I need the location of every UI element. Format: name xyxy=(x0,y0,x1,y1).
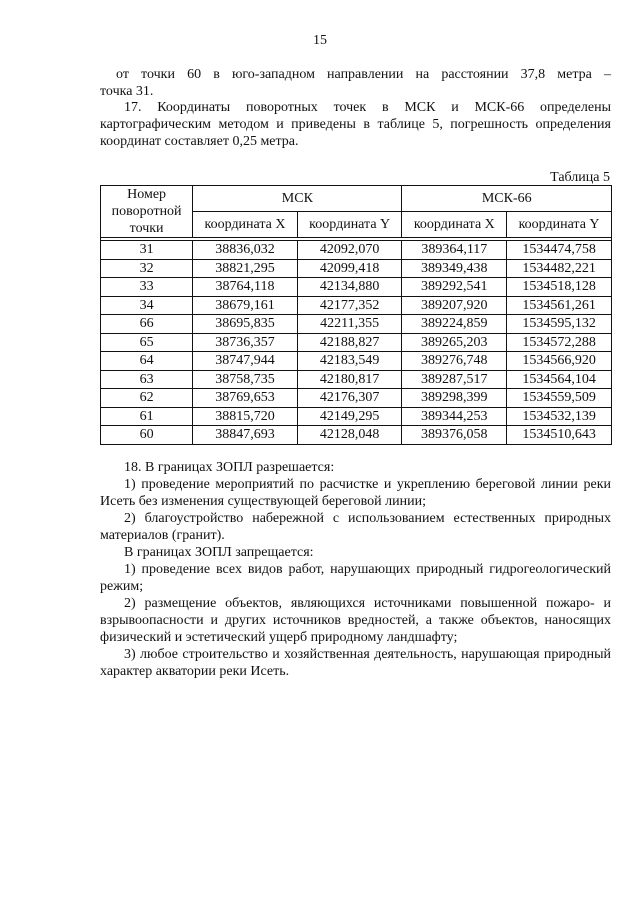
table-row xyxy=(101,278,612,297)
header-point-line-1: Номер xyxy=(127,187,167,202)
table-cell: 38764,118 xyxy=(193,278,298,297)
table-cell: 33 xyxy=(101,278,193,297)
table-cell: 42099,418 xyxy=(297,259,402,278)
allowed-title: 18. В границах ЗОПЛ разрешается: xyxy=(124,460,335,475)
table-caption: Таблица 5 xyxy=(550,170,610,185)
table-cell: 42180,817 xyxy=(297,370,402,389)
allowed-item-2: 2) благоустройство набережной с использованием естественных природных материалов (гранит). xyxy=(100,511,611,543)
table-cell: 42149,295 xyxy=(297,407,402,426)
table-cell: 64 xyxy=(101,352,193,371)
header-point-line-3: точки xyxy=(129,221,164,236)
table-cell: 389298,399 xyxy=(402,389,507,408)
header-msk66-x: координата X xyxy=(402,212,507,238)
header-point-number xyxy=(101,186,193,238)
table-cell: 1534559,509 xyxy=(507,389,612,408)
table-cell: 66 xyxy=(101,315,193,334)
section-18 xyxy=(100,459,611,680)
table-cell: 389207,920 xyxy=(402,296,507,315)
table-cell: 42092,070 xyxy=(297,241,402,260)
table-cell: 34 xyxy=(101,296,193,315)
header-msk-x: координата X xyxy=(193,212,298,238)
table-cell: 42183,549 xyxy=(297,352,402,371)
table-cell: 42176,307 xyxy=(297,389,402,408)
item-17 xyxy=(100,99,611,150)
table-cell: 389287,517 xyxy=(402,370,507,389)
item-17-text: 17. Координаты поворотных точек в МСК и МСК-66 определены картографическим методом и приведены в таблице 5, погрешность определения координат составляет 0,25 метра. xyxy=(100,100,611,149)
table-cell: 38736,357 xyxy=(193,333,298,352)
header-msk: МСК xyxy=(193,186,402,212)
table-cell: 42134,880 xyxy=(297,278,402,297)
table-cell: 38758,735 xyxy=(193,370,298,389)
table-cell: 1534595,132 xyxy=(507,315,612,334)
table-cell: 61 xyxy=(101,407,193,426)
table-cell: 38815,720 xyxy=(193,407,298,426)
table-cell: 38836,032 xyxy=(193,241,298,260)
table-cell: 38747,944 xyxy=(193,352,298,371)
table-row xyxy=(101,370,612,389)
table-cell: 31 xyxy=(101,241,193,260)
table-cell: 65 xyxy=(101,333,193,352)
table-cell: 389276,748 xyxy=(402,352,507,371)
table-cell: 63 xyxy=(101,370,193,389)
table-cell: 62 xyxy=(101,389,193,408)
table-cell: 1534564,104 xyxy=(507,370,612,389)
header-msk66: МСК-66 xyxy=(402,186,612,212)
table-cell: 1534518,128 xyxy=(507,278,612,297)
coordinates-table xyxy=(100,185,612,445)
page-number: 15 xyxy=(313,33,327,48)
table-cell: 389224,859 xyxy=(402,315,507,334)
forbidden-title: В границах ЗОПЛ запрещается: xyxy=(124,545,314,560)
table-cell: 389349,438 xyxy=(402,259,507,278)
table-cell: 1534532,139 xyxy=(507,407,612,426)
header-msk-y: координата Y xyxy=(297,212,402,238)
table-cell: 1534572,288 xyxy=(507,333,612,352)
table-row xyxy=(101,352,612,371)
table-cell: 1534566,920 xyxy=(507,352,612,371)
table-cell: 42128,048 xyxy=(297,426,402,445)
table-cell: 38769,653 xyxy=(193,389,298,408)
table-cell: 1534561,261 xyxy=(507,296,612,315)
table-body xyxy=(101,241,612,445)
table-cell: 32 xyxy=(101,259,193,278)
header-point-line-2: поворотной xyxy=(111,204,182,219)
table-row xyxy=(101,426,612,445)
forbidden-item-3: 3) любое строительство и хозяйственная деятельность, нарушающая природный характер акватории реки Исеть. xyxy=(100,647,611,679)
table-row xyxy=(101,315,612,334)
table-cell: 389292,541 xyxy=(402,278,507,297)
table-cell: 389344,253 xyxy=(402,407,507,426)
table-cell: 42211,355 xyxy=(297,315,402,334)
table-cell: 42177,352 xyxy=(297,296,402,315)
intro-line-2: точка 31. xyxy=(100,84,154,99)
table-row xyxy=(101,296,612,315)
table-row xyxy=(101,389,612,408)
forbidden-item-2: 2) размещение объектов, являющихся источниками повышенной пожаро- и взрывоопасности и других источников вредностей, а также объектов, наносящих физический и эстетический ущерб природному ландшафту; xyxy=(100,596,611,645)
intro-cont xyxy=(100,83,611,100)
table-cell: 38695,835 xyxy=(193,315,298,334)
table-cell: 38679,161 xyxy=(193,296,298,315)
intro-line-1: от точки 60 в юго-западном направлении на расстоянии 37,8 метра – xyxy=(116,67,611,82)
table-cell: 389376,058 xyxy=(402,426,507,445)
table-cell: 389265,203 xyxy=(402,333,507,352)
table-cell: 38821,295 xyxy=(193,259,298,278)
allowed-item-1: 1) проведение мероприятий по расчистке и укреплению береговой линии реки Исеть без изменения существующей береговой линии; xyxy=(100,477,611,509)
table-row xyxy=(101,407,612,426)
forbidden-item-1: 1) проведение всех видов работ, нарушающих природный гидрогеологический режим; xyxy=(100,562,611,594)
table-cell: 42188,827 xyxy=(297,333,402,352)
table-cell: 60 xyxy=(101,426,193,445)
table-cell: 1534474,758 xyxy=(507,241,612,260)
table-row xyxy=(101,333,612,352)
intro-text xyxy=(116,66,611,83)
table-cell: 1534510,643 xyxy=(507,426,612,445)
table-row xyxy=(101,241,612,260)
table-row xyxy=(101,259,612,278)
header-msk66-y: координата Y xyxy=(507,212,612,238)
table-cell: 38847,693 xyxy=(193,426,298,445)
table-cell: 1534482,221 xyxy=(507,259,612,278)
table-cell: 389364,117 xyxy=(402,241,507,260)
